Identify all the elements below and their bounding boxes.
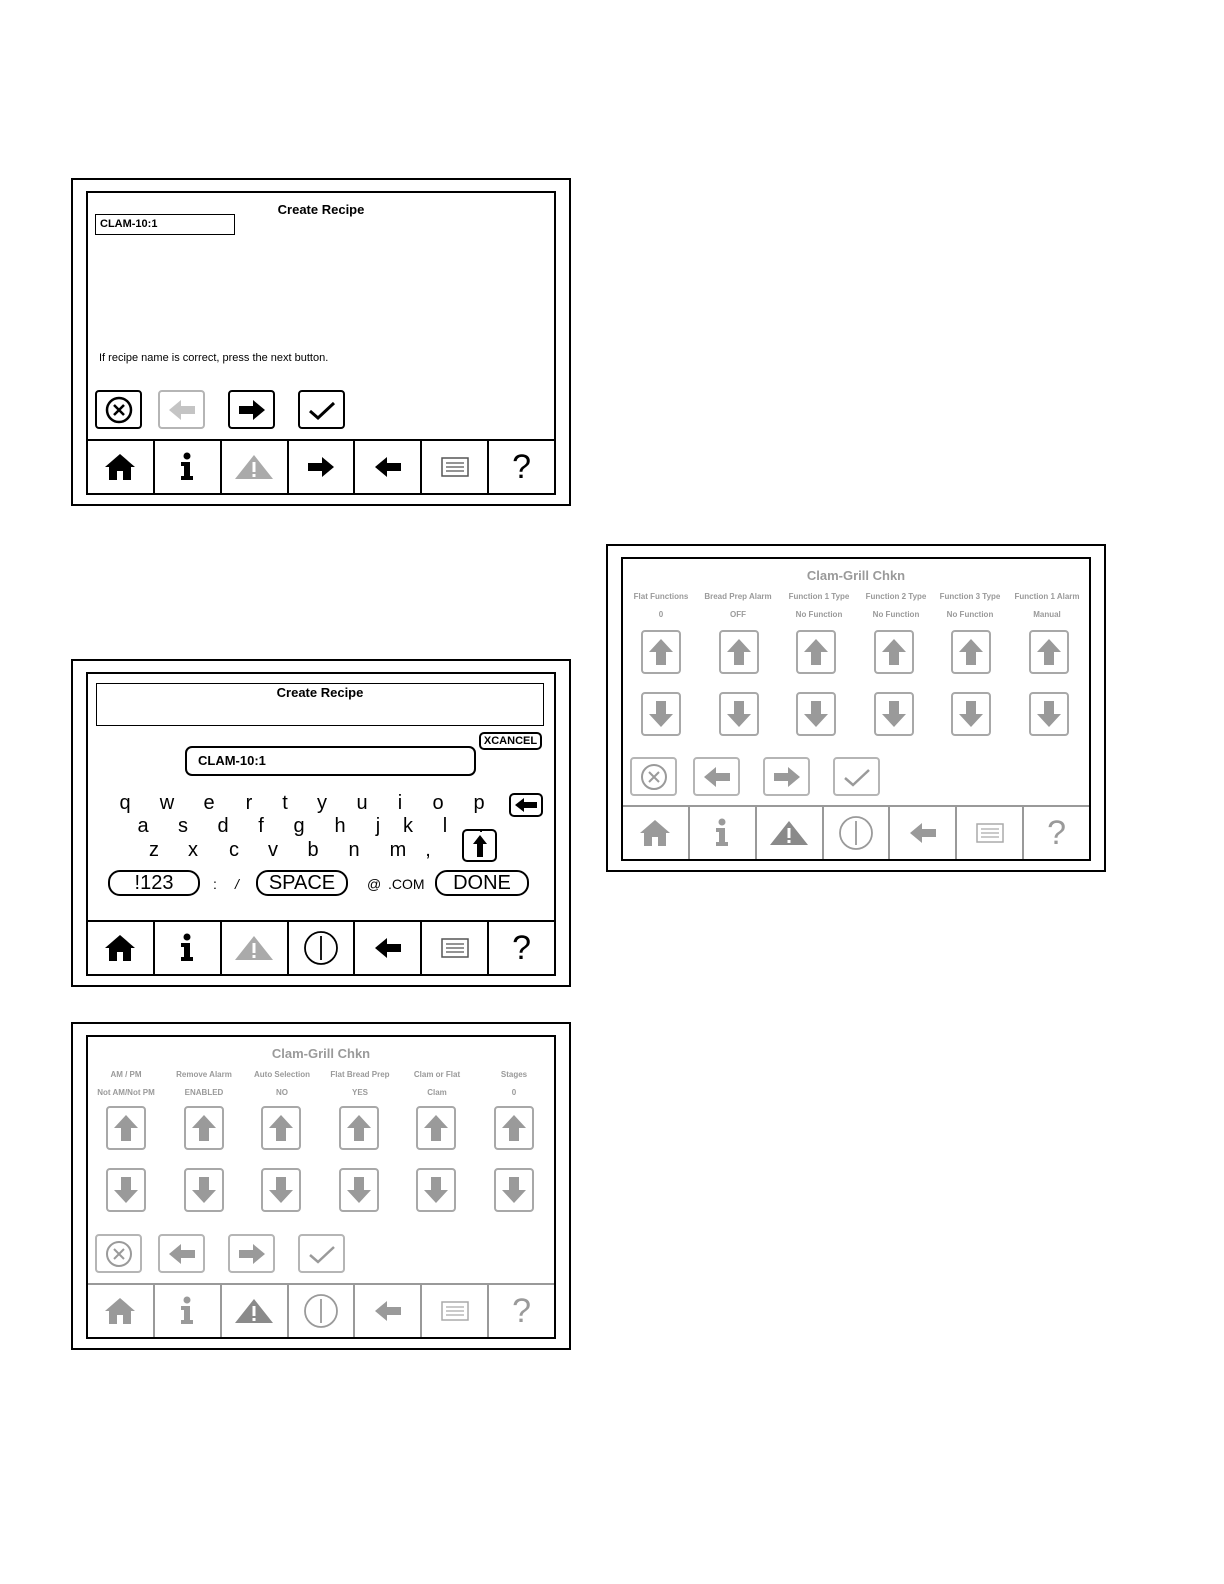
arrow-left-icon (373, 455, 403, 479)
instruction-text: If recipe name is correct, press the next button. (99, 352, 329, 364)
key-c[interactable]: c (229, 839, 239, 861)
key-j[interactable]: j (375, 815, 381, 837)
name-input[interactable]: CLAM-10:1 (185, 746, 476, 776)
confirm-button[interactable] (298, 1234, 345, 1273)
arrow-up-icon (725, 637, 753, 667)
nav-power[interactable] (822, 807, 889, 859)
info-icon (177, 933, 197, 963)
nav-forward[interactable] (287, 441, 354, 493)
increment-button[interactable] (416, 1106, 456, 1150)
decrement-button[interactable] (494, 1168, 534, 1212)
arrow-up-icon (267, 1113, 295, 1143)
menu-list-icon (441, 457, 469, 477)
home-icon (103, 933, 137, 963)
checkmark-icon (307, 1242, 337, 1266)
nav-menu[interactable] (420, 922, 487, 974)
warning-triangle-icon (233, 1297, 275, 1325)
arrow-up-icon (345, 1113, 373, 1143)
key-l[interactable]: l (442, 815, 448, 837)
warning-triangle-icon (233, 934, 275, 962)
column-value: 0 (511, 1088, 517, 1097)
column-header: Function 1 Type (788, 592, 850, 601)
menu-list-icon (976, 823, 1004, 843)
key-i[interactable]: i (397, 792, 403, 814)
arrow-up-icon (957, 637, 985, 667)
arrow-down-icon (500, 1175, 528, 1205)
increment-button[interactable] (494, 1106, 534, 1150)
screen-recipe-settings-1 (86, 1035, 556, 1339)
nav-help[interactable] (1022, 807, 1089, 859)
info-icon (712, 818, 732, 848)
help-question-icon: ? (1047, 813, 1067, 852)
nav-menu[interactable] (420, 441, 487, 493)
key-t[interactable]: t (282, 792, 288, 814)
increment-button[interactable] (1029, 630, 1069, 674)
nav-back[interactable] (353, 1285, 420, 1337)
key-r[interactable]: r (245, 792, 253, 814)
column-value: NO (276, 1088, 288, 1097)
nav-warning[interactable] (755, 807, 822, 859)
bottom-nav-bar (88, 920, 554, 974)
nav-home[interactable] (88, 922, 153, 974)
nav-power[interactable] (287, 922, 354, 974)
back-button[interactable] (158, 390, 205, 429)
column-value: No Function (872, 610, 920, 619)
nav-home[interactable] (88, 441, 153, 493)
nav-info[interactable] (153, 1285, 220, 1337)
increment-button[interactable] (184, 1106, 224, 1150)
power-icon (302, 1292, 340, 1330)
arrow-left-icon (908, 821, 938, 845)
arrow-up-icon (112, 1113, 140, 1143)
nav-home[interactable] (623, 807, 688, 859)
arrow-down-icon (725, 699, 753, 729)
help-question-icon: ? (512, 447, 532, 486)
key-n[interactable]: n (348, 839, 360, 861)
menu-list-icon (441, 1301, 469, 1321)
key-period[interactable]: . (478, 815, 484, 837)
symbols-button[interactable]: !123 (108, 870, 200, 896)
nav-info[interactable] (688, 807, 755, 859)
panel-create-recipe-name (71, 178, 571, 506)
key-f[interactable]: f (258, 815, 264, 837)
key-v[interactable]: v (268, 839, 278, 861)
column-header: Flat Functions (633, 592, 689, 601)
key-y[interactable]: y (317, 792, 327, 814)
decrement-button[interactable] (339, 1168, 379, 1212)
checkmark-icon (307, 398, 337, 422)
bottom-nav-bar (623, 805, 1089, 859)
nav-warning[interactable] (220, 1285, 287, 1337)
next-button[interactable] (228, 1234, 275, 1273)
arrow-right-icon (772, 765, 802, 789)
next-button[interactable] (763, 757, 810, 796)
column-value: 0 (658, 610, 664, 619)
arrow-down-icon (802, 699, 830, 729)
nav-warning[interactable] (220, 922, 287, 974)
arrow-up-icon (802, 637, 830, 667)
nav-back[interactable] (353, 922, 420, 974)
column-value: ENABLED (184, 1088, 224, 1097)
arrow-up-icon (880, 637, 908, 667)
power-icon (302, 929, 340, 967)
page-title: Clam-Grill Chkn (271, 1046, 371, 1061)
nav-menu[interactable] (420, 1285, 487, 1337)
arrow-down-icon (345, 1175, 373, 1205)
arrow-down-icon (647, 699, 675, 729)
decrement-button[interactable] (1029, 692, 1069, 736)
key-z[interactable]: z (149, 839, 159, 861)
nav-back[interactable] (888, 807, 955, 859)
next-button[interactable] (228, 390, 275, 429)
power-icon (837, 814, 875, 852)
key-g[interactable]: g (293, 815, 305, 837)
key-x[interactable]: x (188, 839, 198, 861)
arrow-left-icon (167, 1242, 197, 1266)
increment-button[interactable] (796, 630, 836, 674)
back-button[interactable] (158, 1234, 205, 1273)
cancel-circle-icon (104, 1239, 134, 1269)
arrow-down-icon (880, 699, 908, 729)
back-button[interactable] (693, 757, 740, 796)
column-value: Not AM/Not PM (97, 1088, 155, 1097)
column-header: Clam or Flat (413, 1070, 461, 1079)
column-header: Function 3 Type (939, 592, 1001, 601)
done-button[interactable]: DONE (435, 870, 529, 896)
arrow-left-icon (373, 1299, 403, 1323)
arrow-down-icon (190, 1175, 218, 1205)
recipe-name-field[interactable]: CLAM-10:1 (95, 214, 235, 235)
arrow-left-icon (167, 398, 197, 422)
panel-recipe-settings-2 (606, 544, 1106, 872)
nav-help[interactable] (487, 441, 554, 493)
home-icon (638, 818, 672, 848)
confirm-button[interactable] (833, 757, 880, 796)
arrow-left-icon (373, 936, 403, 960)
panel-keyboard (71, 659, 571, 987)
panel-recipe-settings-1 (71, 1022, 571, 1350)
arrow-up-icon (190, 1113, 218, 1143)
key-b[interactable]: b (307, 839, 319, 861)
key-e[interactable]: e (203, 792, 215, 814)
decrement-button[interactable] (951, 692, 991, 736)
bottom-nav-bar (88, 1283, 554, 1337)
key-p[interactable]: p (473, 792, 485, 814)
decrement-button[interactable] (874, 692, 914, 736)
column-header: Remove Alarm (176, 1070, 232, 1079)
increment-button[interactable] (719, 630, 759, 674)
column-value: Clam (427, 1088, 447, 1097)
screen-keyboard (86, 672, 556, 976)
menu-list-icon (441, 938, 469, 958)
arrow-left-icon (514, 797, 538, 813)
nav-back[interactable] (353, 441, 420, 493)
increment-button[interactable] (339, 1106, 379, 1150)
help-question-icon: ? (512, 1291, 532, 1330)
nav-home[interactable] (88, 1285, 153, 1337)
space-button[interactable]: SPACE (256, 870, 348, 896)
key-h[interactable]: h (334, 815, 346, 837)
help-question-icon: ? (512, 928, 532, 967)
arrow-up-icon (422, 1113, 450, 1143)
key-a[interactable]: a (137, 815, 149, 837)
arrow-down-icon (112, 1175, 140, 1205)
key-o[interactable]: o (432, 792, 444, 814)
decrement-button[interactable] (416, 1168, 456, 1212)
warning-triangle-icon (233, 453, 275, 481)
home-icon (103, 452, 137, 482)
column-header: Auto Selection (253, 1070, 310, 1079)
arrow-left-icon (702, 765, 732, 789)
column-header: Flat Bread Prep (330, 1070, 390, 1079)
decrement-button[interactable] (184, 1168, 224, 1212)
title-box (96, 683, 544, 726)
home-icon (103, 1296, 137, 1326)
key-at[interactable]: @ (367, 876, 382, 892)
page-title: Clam-Grill Chkn (806, 568, 906, 583)
column-value: No Function (795, 610, 843, 619)
key-colon[interactable]: : (213, 876, 217, 892)
nav-help[interactable] (487, 922, 554, 974)
increment-button[interactable] (874, 630, 914, 674)
column-header: Stages (500, 1070, 528, 1079)
arrow-down-icon (267, 1175, 295, 1205)
decrement-button[interactable] (719, 692, 759, 736)
cancel-circle-icon (104, 395, 134, 425)
key-m[interactable]: m (389, 839, 407, 861)
key-dotcom[interactable]: .COM (388, 876, 425, 892)
decrement-button[interactable] (261, 1168, 301, 1212)
key-k[interactable]: k (403, 815, 413, 837)
checkmark-icon (842, 765, 872, 789)
increment-button[interactable] (261, 1106, 301, 1150)
cancel-button[interactable] (95, 390, 142, 429)
nav-power[interactable] (287, 1285, 354, 1337)
bottom-nav-bar (88, 439, 554, 493)
key-d[interactable]: d (217, 815, 229, 837)
arrow-down-icon (957, 699, 985, 729)
cancel-circle-icon (639, 762, 669, 792)
column-value: YES (351, 1088, 368, 1097)
key-comma[interactable]: , (425, 839, 431, 861)
arrow-up-icon (1035, 637, 1063, 667)
decrement-button[interactable] (106, 1168, 146, 1212)
key-w[interactable]: w (159, 792, 175, 814)
warning-triangle-icon (768, 819, 810, 847)
key-slash[interactable]: / (235, 876, 239, 892)
cancel-button[interactable]: XCANCEL (479, 732, 542, 750)
nav-help[interactable] (487, 1285, 554, 1337)
screen-create-recipe-name (86, 191, 556, 495)
column-header: Function 1 Alarm (1014, 592, 1080, 601)
arrow-right-icon (306, 455, 336, 479)
screen-recipe-settings-2 (621, 557, 1091, 861)
cancel-button[interactable] (630, 757, 677, 796)
backspace-button[interactable] (509, 793, 543, 817)
page-title: Create Recipe (277, 202, 365, 217)
increment-button[interactable] (951, 630, 991, 674)
arrow-down-icon (1035, 699, 1063, 729)
arrow-up-icon (500, 1113, 528, 1143)
arrow-right-icon (237, 1242, 267, 1266)
page-title: Create Recipe (276, 685, 364, 700)
shift-button[interactable] (462, 829, 497, 862)
decrement-button[interactable] (641, 692, 681, 736)
info-icon (177, 1296, 197, 1326)
arrow-down-icon (422, 1175, 450, 1205)
key-u[interactable]: u (356, 792, 368, 814)
confirm-button[interactable] (298, 390, 345, 429)
column-header: Bread Prep Alarm (704, 592, 772, 601)
nav-info[interactable] (153, 922, 220, 974)
column-value: OFF (730, 610, 746, 619)
arrow-up-icon (472, 834, 488, 858)
key-s[interactable]: s (178, 815, 188, 837)
column-value: No Function (946, 610, 994, 619)
column-value: Manual (1033, 610, 1061, 619)
arrow-up-icon (647, 637, 675, 667)
increment-button[interactable] (106, 1106, 146, 1150)
column-header: Function 2 Type (865, 592, 927, 601)
nav-warning[interactable] (220, 441, 287, 493)
decrement-button[interactable] (796, 692, 836, 736)
nav-menu[interactable] (955, 807, 1022, 859)
column-header: AM / PM (110, 1070, 142, 1079)
increment-button[interactable] (641, 630, 681, 674)
arrow-right-icon (237, 398, 267, 422)
key-q[interactable]: q (119, 792, 131, 814)
info-icon (177, 452, 197, 482)
nav-info[interactable] (153, 441, 220, 493)
cancel-button[interactable] (95, 1234, 142, 1273)
